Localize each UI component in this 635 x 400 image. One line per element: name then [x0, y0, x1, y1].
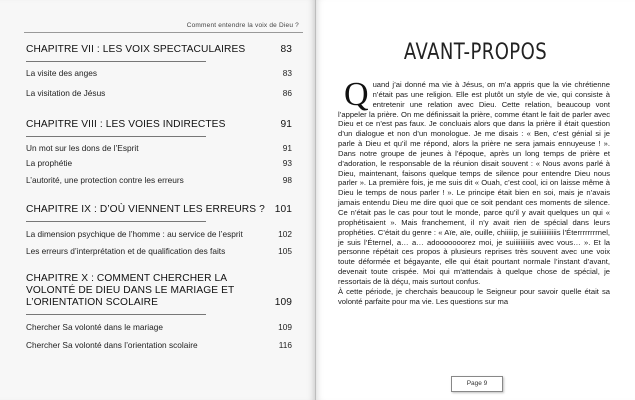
toc-entry[interactable]	[26, 158, 292, 169]
entry-title: La visite des anges	[26, 68, 98, 78]
chapter-divider	[26, 136, 206, 137]
chapter-title: CHAPITRE VII : LES VOIX SPECTACULAIRES	[26, 44, 246, 55]
paragraph-2: À cette période, je cherchais beaucoup le Seigneur pour savoir quelle était sa volonté parfaite pour ma vie. Les questions sur ma	[338, 286, 610, 306]
entry-page-number: 109	[278, 322, 292, 332]
chapter-divider	[26, 314, 206, 315]
toc-entry[interactable]	[26, 246, 292, 257]
entry-page-number: 93	[282, 158, 292, 168]
table-of-contents	[26, 40, 292, 351]
chapter-divider	[26, 61, 206, 62]
left-page	[0, 0, 316, 400]
entry-title: La prophétie	[26, 158, 73, 168]
toc-entry[interactable]	[26, 68, 292, 79]
toc-chapter-x[interactable]	[26, 273, 292, 309]
entry-page-number: 91	[282, 143, 292, 153]
header-divider	[24, 32, 303, 33]
toc-entry[interactable]	[26, 322, 292, 333]
chapter-title: CHAPITRE VIII : LES VOIES INDIRECTES	[26, 119, 226, 130]
entry-title: La visitation de Jésus	[26, 88, 106, 98]
chapter-page-number: 83	[280, 44, 292, 55]
toc-chapter-viii[interactable]	[26, 119, 292, 131]
entry-page-number: 83	[282, 68, 292, 78]
entry-title: La dimension psychique de l’homme : au service de l’esprit	[26, 229, 243, 239]
toc-chapter-vii[interactable]	[26, 44, 292, 56]
page-title: AVANT-PROPOS	[403, 40, 548, 65]
page-number-footer: Page 9	[451, 376, 503, 392]
toc-entry[interactable]	[26, 88, 292, 99]
entry-page-number: 105	[278, 246, 292, 256]
entry-title: L’autorité, une protection contre les erreurs	[26, 175, 184, 185]
chapter-title: CHAPITRE X : COMMENT CHERCHER LA VOLONTÉ DE DIEU DANS LE MARIAGE ET L’ORIENTATION SCOLAIRE	[26, 273, 235, 308]
running-header: Comment entendre la voix de Dieu ?	[186, 22, 299, 29]
entry-page-number: 116	[278, 340, 292, 350]
body-text	[338, 76, 610, 306]
entry-page-number: 86	[282, 88, 292, 98]
paragraph-1	[338, 76, 610, 287]
entry-title: Un mot sur les dons de l’Esprit	[26, 143, 139, 153]
toc-entry[interactable]	[26, 175, 292, 186]
right-page	[316, 0, 635, 400]
toc-entry[interactable]	[26, 143, 292, 154]
drop-cap: Q	[344, 76, 369, 113]
toc-chapter-ix[interactable]	[26, 204, 292, 216]
paragraph-1-text: uand j’ai donné ma vie à Jésus, on m’a appris que la vie chrétienne n’était pas une religion. Elle est plutôt un style de vie, qui consiste à entretenir une relation avec Dieu. Cette relation, beaucoup vont l’appeler la prière. On me définissait la prière, comme étant le fait de parler avec Dieu et ce n’est pas faux. Je concluais alors que dans la prière il était question d’un dialogue et non d’un monologue. Je me disais : « Ben, c’est génial si je parle à Dieu et qu’il me répond, alors la prière ne sera jamais ennuyeuse ! ». Dans notre groupe de jeunes à l’époque, après un long temps de prière et d’adoration, le responsable de la réunion disait souvent : « Nous avons parlé à Dieu, maintenant, faisons quelque temps de silence pour entendre Dieu nous parler ». La première fois, je me suis dit « Ouah, c’est cool, ici on laisse même à Dieu le temps de nous parler ! ». Le principe était bien en soi, mais je n’avais jamais entendu Dieu me dire quoi que ce soit pendant ces moments de silence. Ce n’était pas le cas pour tout le monde, parce qu’il y avait quelques un qui « prophétisaient ». Mais franchement, il n’y avait rien de spécial dans leurs prophéties. C’était du genre : « Aïe, aïe, ouille, chiiiiip, je suiiiiiiiiiiis l’Éterrrrrrrrnel, je suis l’Éternel, a… a… adooooooorez moi, je suiiiiiiiiiis avec vous… ». Et la personne répétait ces propos à plusieurs reprises très souvent avec une voix toute déformée et bégayante, elle qui était pourtant normale l’instant d’avant, devenait toute crispée. Moi qui m’attendais à quelque chose de spécial, je ressortais de là déçu, mais surtout confus.	[338, 80, 610, 286]
chapter-divider	[26, 221, 206, 222]
toc-entry[interactable]	[26, 340, 292, 351]
entry-title: Chercher Sa volonté dans l’orientation scolaire	[26, 340, 198, 350]
entry-title: Les erreurs d’interprétation et de qualification des faits	[26, 246, 226, 256]
chapter-page-number: 101	[274, 204, 292, 215]
entry-page-number: 102	[278, 229, 292, 239]
entry-title: Chercher Sa volonté dans le mariage	[26, 322, 163, 332]
chapter-page-number: 91	[280, 119, 292, 130]
chapter-page-number: 109	[274, 297, 292, 308]
entry-page-number: 98	[282, 175, 292, 185]
toc-entry[interactable]	[26, 229, 292, 240]
chapter-title: CHAPITRE IX : D’OÙ VIENNENT LES ERREURS ?	[26, 204, 265, 215]
